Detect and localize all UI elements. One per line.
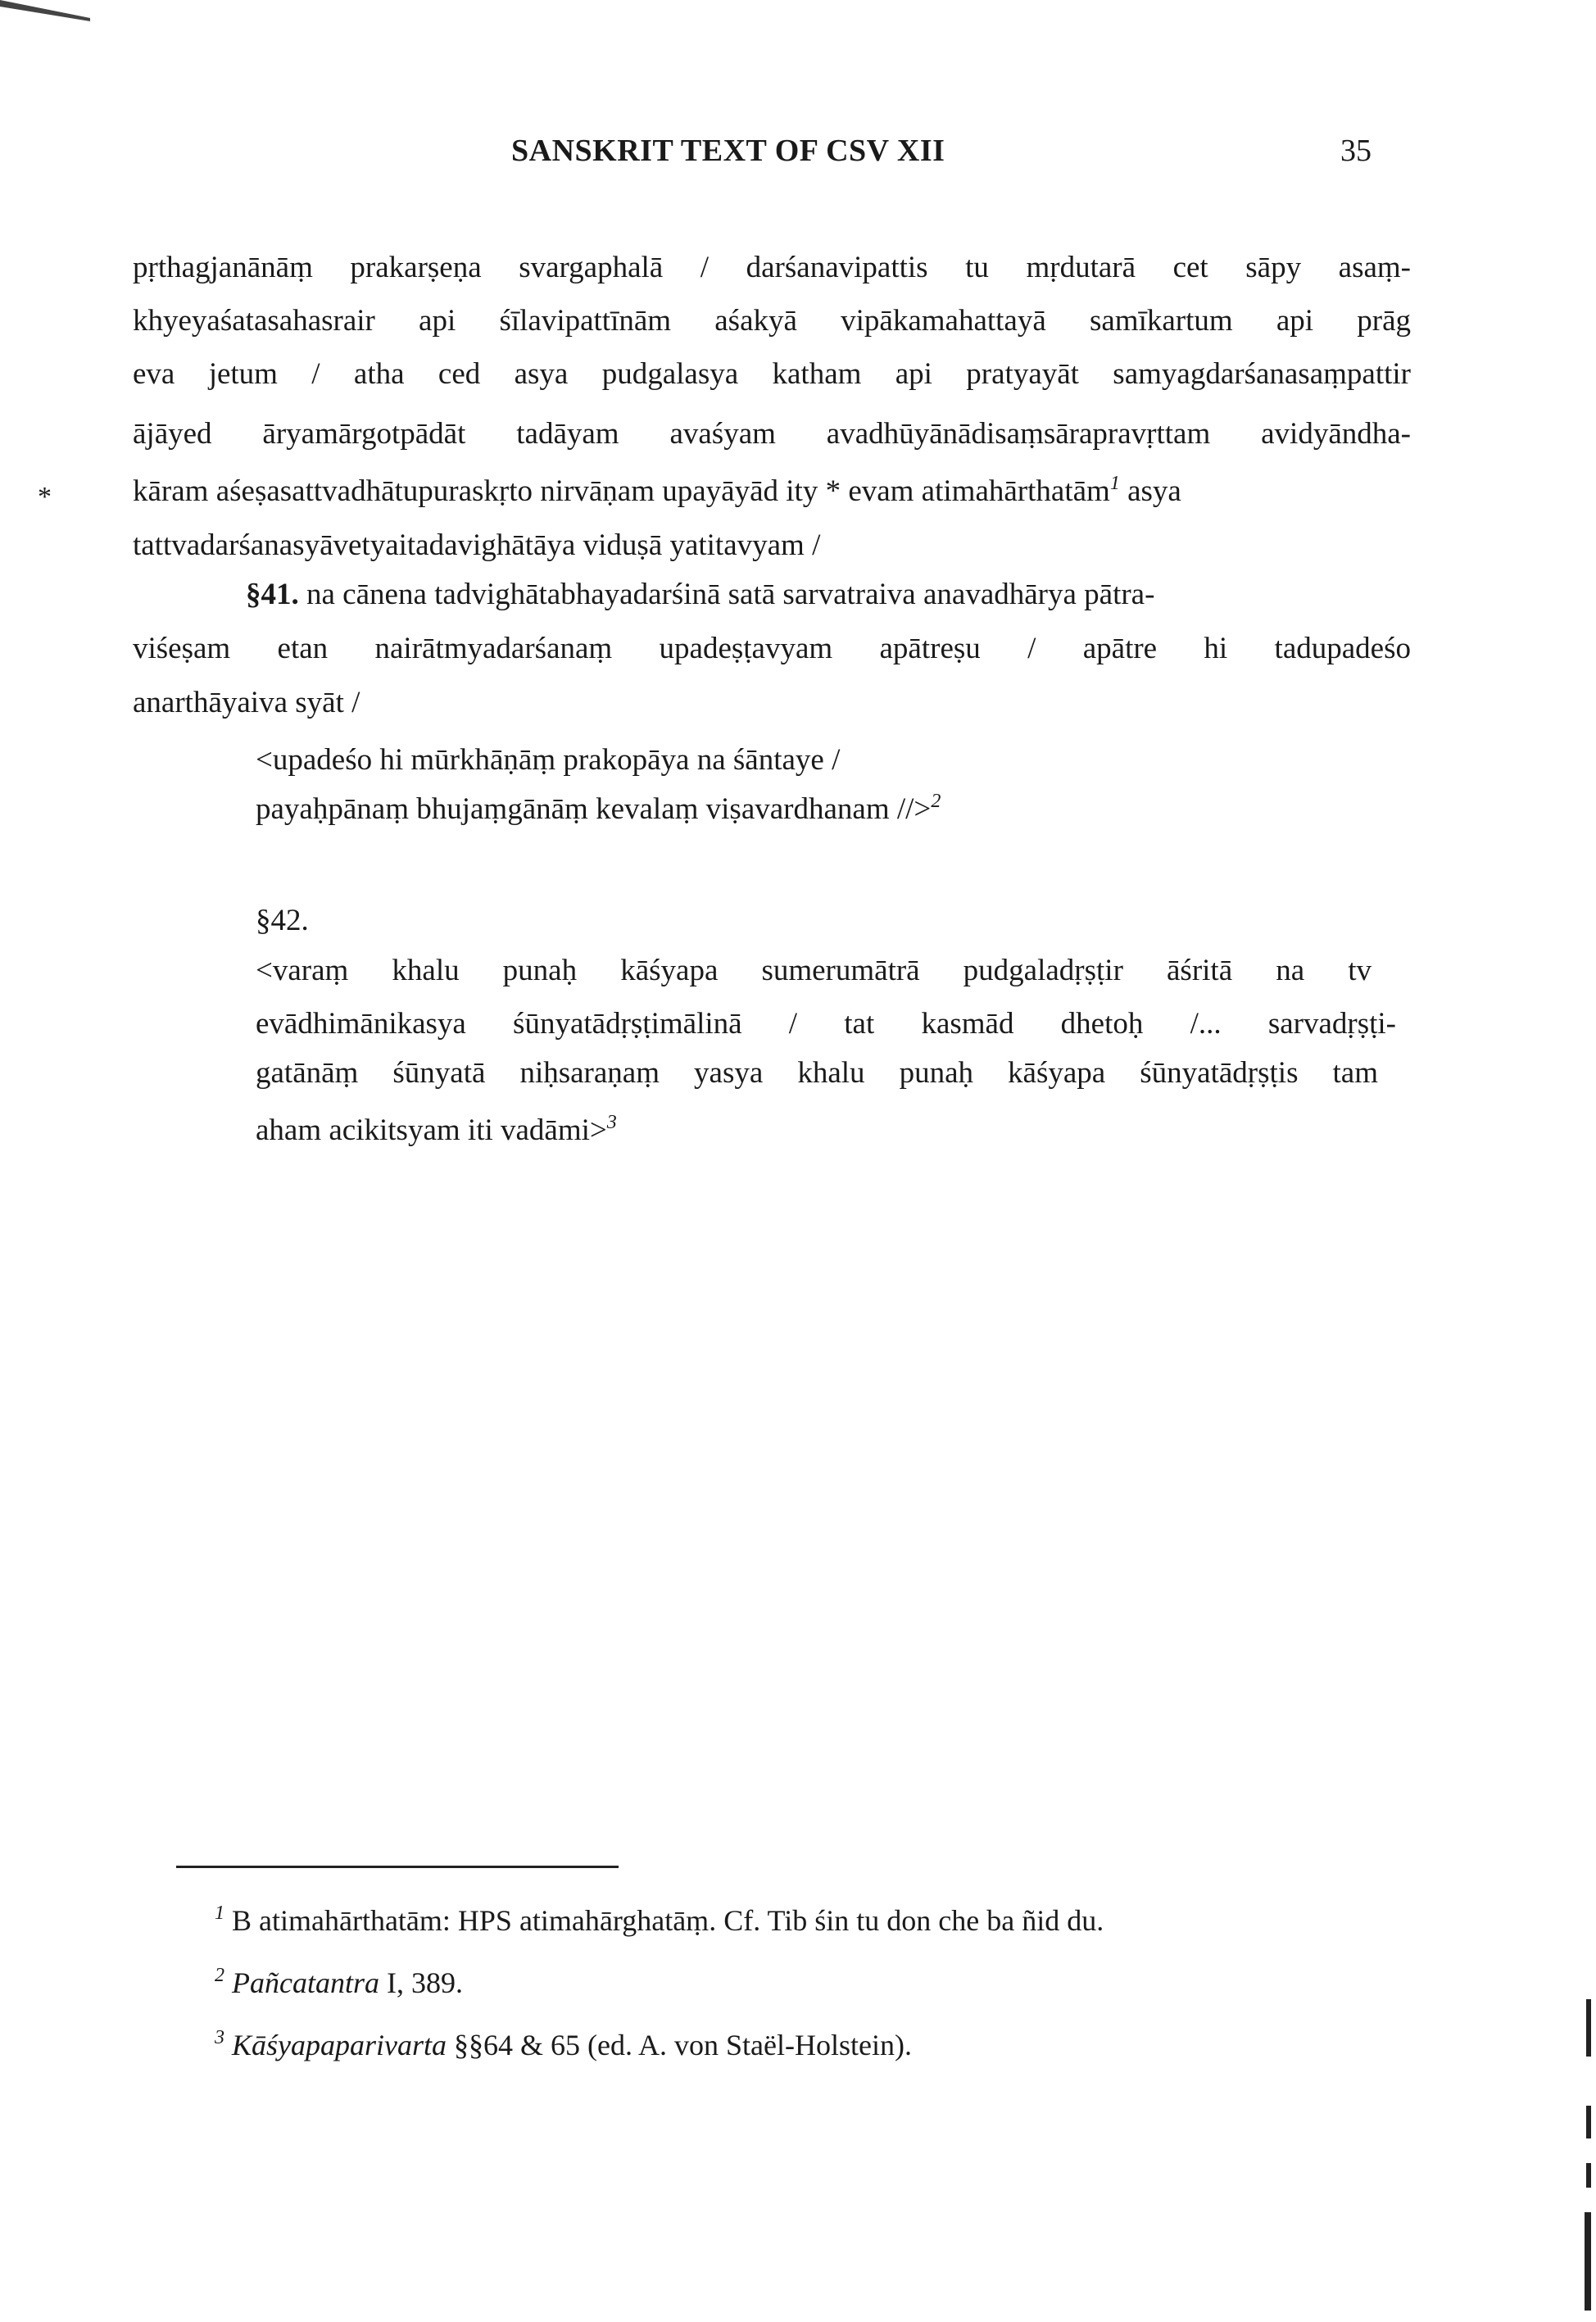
body-line-4: ājāyed āryamārgotpādāt tadāyam avaśyam avadhūyānādisaṃsārapravṛttam avidyāndha- [133, 417, 1411, 451]
section-41-label: §41. [246, 578, 299, 611]
verse-line-2-text: payaḥpānaṃ bhujaṃgānāṃ kevalaṃ viṣavardhanam //> [256, 792, 932, 826]
section-41-line-1 [246, 577, 1411, 613]
scan-edge-marks [1571, 1966, 1596, 2322]
footnote-3-title: Kāśyapaparivarta [232, 2029, 447, 2061]
page-number: 35 [1340, 134, 1372, 168]
body-line-5-cont: evam atimahārthatām [848, 474, 1110, 508]
verse-line-2 [256, 791, 941, 828]
section-42-label: §42. [256, 904, 309, 937]
section-42-line-4 [256, 1113, 617, 1149]
footnote-2-text: I, 389. [379, 1966, 463, 1999]
footnote-3-number: 3 [215, 2027, 224, 2048]
verse-line-1: <upadeśo hi mūrkhāṇāṃ prakopāya na śāntaye / [256, 743, 841, 777]
footnote-1-text: B atimahārthatām: HPS atimahārghatāṃ. Cf. Tib śin tu don che ba ñid du. [232, 1904, 1104, 1937]
footnote-1 [215, 1902, 1104, 1939]
footnote-rule [176, 1866, 619, 1868]
footnote-2 [215, 1965, 463, 2001]
footnote-1-number: 1 [215, 1902, 224, 1924]
body-line-5-end: asya [1127, 474, 1181, 508]
section-41-text-1: na cānena tadvighātabhayadarśinā satā sarvatraiva anavadhārya pātra- [306, 578, 1155, 611]
body-line-5 [133, 474, 1181, 510]
section-42-line-2: evādhimānikasya śūnyatādṛṣṭimālinā / tat kasmād dhetoḥ /... sarvadṛṣṭi- [256, 1007, 1396, 1041]
body-line-1: pṛthagjanānāṃ prakarṣeṇa svargaphalā / darśanavipattis tu mṛdutarā cet sāpy asaṃ- [133, 251, 1411, 284]
running-title: SANSKRIT TEXT OF CSV XII [511, 134, 945, 168]
section-42-line-3: gatānāṃ śūnyatā niḥsaraṇaṃ yasya khalu punaḥ kāśyapa śūnyatādṛṣṭis tam [256, 1056, 1378, 1090]
body-line-5-text: kāram aśeṣasattvadhātupuraskṛto nirvāṇam upayāyād ity [133, 474, 818, 508]
footnote-3 [215, 2027, 912, 2063]
section-41-line-2: viśeṣam etan nairātmyadarśanaṃ upadeṣṭavyam apātreṣu / apātre hi tadupadeśo [133, 632, 1411, 665]
inline-asterisk: * [825, 474, 841, 508]
footnote-ref-1: 1 [1109, 473, 1120, 494]
scan-corner-mark [0, 0, 90, 33]
body-line-2: khyeyaśatasahasrair api śīlavipattīnām aśakyā vipākamahattayā samīkartum api prāg [133, 304, 1411, 338]
body-line-3: eva jetum / atha ced asya pudgalasya katham api pratyayāt samyagdarśanasaṃpattir [133, 357, 1411, 391]
body-line-6: tattvadarśanasyāvetyaitadavighātāya viduṣā yatitavyam / [133, 528, 821, 562]
footnote-ref-3: 3 [606, 1112, 617, 1133]
section-42-text-4: aham acikitsyam iti vadāmi> [256, 1113, 607, 1147]
footnote-ref-2: 2 [931, 791, 941, 812]
margin-asterisk: * [38, 482, 52, 512]
footnote-3-text: §§64 & 65 (ed. A. von Staël-Holstein). [447, 2029, 912, 2061]
section-41-line-3: anarthāyaiva syāt / [133, 686, 360, 719]
footnote-2-title: Pañcatantra [232, 1966, 379, 1999]
section-42-line-1: <varaṃ khalu punaḥ kāśyapa sumerumātrā pudgaladṛṣṭir āśritā na tv [256, 954, 1372, 987]
footnote-2-number: 2 [215, 1965, 224, 1986]
